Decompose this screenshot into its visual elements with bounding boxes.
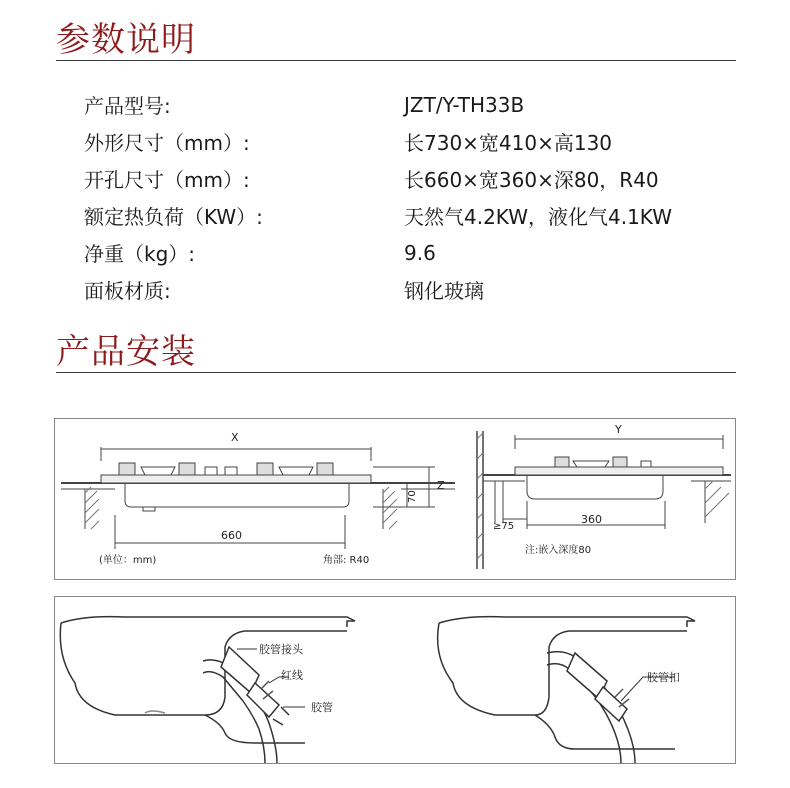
spec-label: 产品型号: bbox=[84, 94, 171, 118]
install-divider bbox=[56, 372, 736, 373]
hose-connection-left bbox=[60, 617, 355, 763]
front-z-label: Z bbox=[437, 479, 445, 492]
front-x-label: X bbox=[231, 431, 239, 444]
spec-row-heat-load bbox=[84, 197, 744, 234]
spec-value: JZT/Y-TH33B bbox=[404, 92, 525, 117]
dimension-drawing bbox=[55, 419, 735, 579]
spec-value: 钢化玻璃 bbox=[404, 279, 484, 303]
red-line-label: 红线 bbox=[281, 669, 303, 682]
spec-label: 净重（kg）: bbox=[84, 242, 196, 266]
params-title: 参数说明 bbox=[56, 20, 196, 60]
side-width-label: 360 bbox=[581, 513, 602, 526]
embed-depth-note: 注:嵌入深度80 bbox=[525, 545, 592, 556]
spec-row-cutout-size bbox=[84, 160, 744, 197]
spec-value: 长730×宽410×高130 bbox=[404, 131, 613, 155]
corner-label: 角部: R40 bbox=[323, 555, 370, 566]
spec-label: 面板材质: bbox=[84, 279, 171, 303]
spec-label: 额定热负荷（KW）: bbox=[84, 205, 263, 229]
hose-diagram bbox=[54, 596, 736, 764]
spec-value: 长660×宽360×深80，R40 bbox=[404, 168, 659, 192]
front-view bbox=[61, 447, 455, 549]
spec-row-panel-material bbox=[84, 271, 744, 308]
spec-row-weight bbox=[84, 234, 744, 271]
hose-label: 胶管 bbox=[311, 701, 333, 714]
spec-row-model bbox=[84, 86, 744, 123]
spec-table bbox=[84, 86, 744, 308]
spec-label: 开孔尺寸（mm）: bbox=[84, 168, 250, 192]
front-width-label: 660 bbox=[221, 529, 242, 542]
spec-value: 天然气4.2KW，液化气4.1KW bbox=[404, 205, 672, 229]
hose-connection-right bbox=[438, 617, 695, 763]
dimension-diagram bbox=[54, 418, 736, 580]
spec-value: 9.6 bbox=[404, 240, 436, 265]
unit-label: (单位：mm) bbox=[99, 555, 157, 566]
spec-row-outer-size bbox=[84, 123, 744, 160]
spec-label: 外形尺寸（mm）: bbox=[84, 131, 250, 155]
side-view bbox=[477, 431, 731, 569]
front-depth-label: 70 bbox=[407, 490, 418, 503]
install-title: 产品安装 bbox=[56, 332, 196, 372]
hose-drawing bbox=[55, 597, 735, 763]
hose-joint-label: 胶管接头 bbox=[259, 643, 303, 656]
side-gap-label: ≥75 bbox=[493, 521, 515, 532]
side-y-label: Y bbox=[615, 423, 622, 436]
params-divider bbox=[56, 60, 736, 61]
hose-clamp-label: 胶管扣 bbox=[647, 671, 680, 684]
